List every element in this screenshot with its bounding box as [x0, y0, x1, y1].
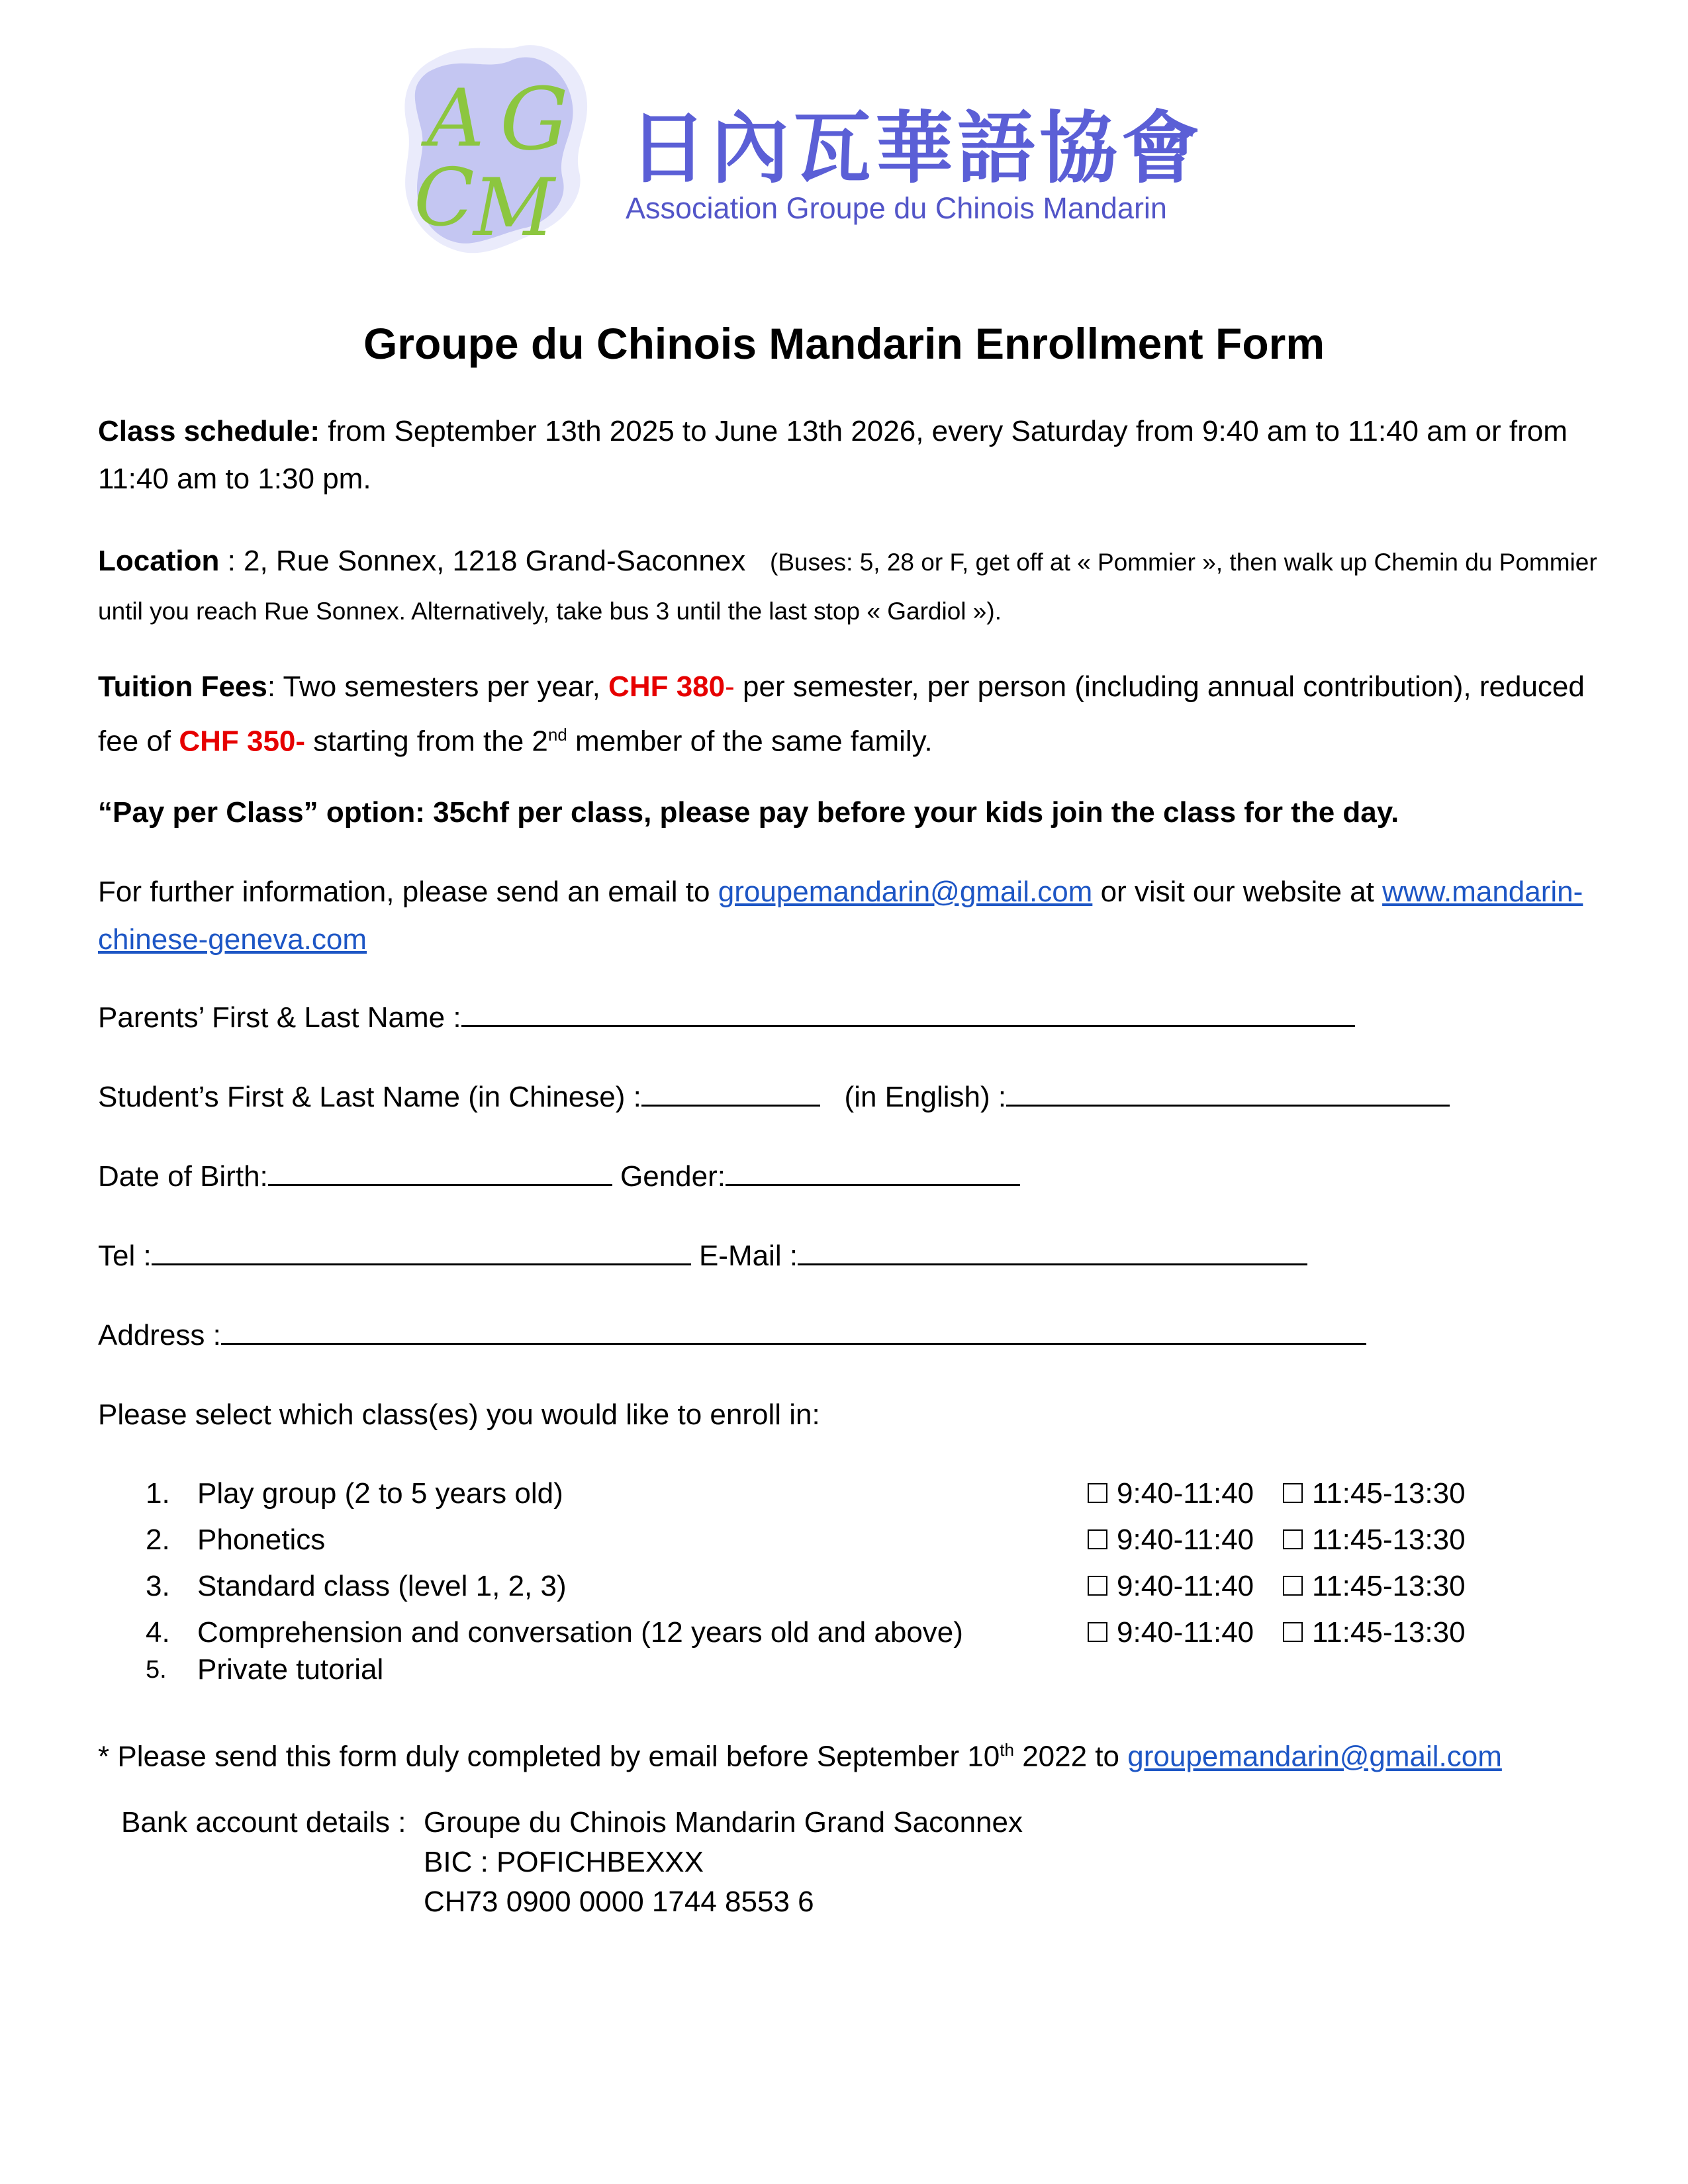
bank-label: Bank account details : — [121, 1806, 406, 1839]
slot-label: 9:40-11:40 — [1117, 1477, 1254, 1510]
info-text-1: For further information, please send an email to — [98, 876, 710, 908]
dob-gender-row — [98, 1153, 1020, 1201]
slot-afternoon-option[interactable] — [1283, 1517, 1466, 1563]
fee-amount-1: CHF 380 — [608, 670, 726, 703]
info-email-link[interactable]: groupemandarin@gmail.com — [718, 876, 1093, 908]
class-number: 5. — [146, 1656, 167, 1684]
class-number: 2. — [146, 1524, 170, 1556]
logo-letter-g: G — [500, 69, 569, 169]
gender-field[interactable] — [726, 1155, 1020, 1186]
tel-label: Tel : — [98, 1240, 152, 1272]
logo-english-name: Association Groupe du Chinois Mandarin — [626, 191, 1167, 225]
parents-name-field[interactable] — [461, 996, 1355, 1027]
classes-prompt: Please select which class(es) you would like to enroll in: — [98, 1398, 820, 1431]
checkbox[interactable] — [1088, 1622, 1107, 1642]
dob-label: Date of Birth: — [98, 1160, 268, 1193]
class-label: Standard class (level 1, 2, 3) — [197, 1570, 567, 1602]
address-field[interactable] — [221, 1314, 1366, 1345]
class-option-row — [98, 1517, 1620, 1563]
slot-morning-option[interactable] — [1088, 1563, 1254, 1610]
fees-label: Tuition Fees — [98, 670, 267, 703]
bank-bic: BIC : POFICHBEXXX — [424, 1846, 704, 1878]
location-label: Location — [98, 545, 220, 577]
slot-afternoon-option[interactable] — [1283, 1471, 1466, 1517]
slot-label: 11:45-13:30 — [1312, 1570, 1466, 1602]
footer-sup: th — [1000, 1740, 1014, 1760]
class-schedule — [98, 408, 1614, 503]
checkbox[interactable] — [1283, 1576, 1303, 1596]
slot-morning-option[interactable] — [1088, 1517, 1254, 1563]
checkbox[interactable] — [1088, 1483, 1107, 1503]
slot-label: 9:40-11:40 — [1117, 1570, 1254, 1602]
parents-name-row — [98, 994, 1355, 1042]
logo-letter-a: A — [427, 73, 485, 165]
class-number: 3. — [146, 1570, 170, 1602]
footer-text-1: * Please send this form duly completed by email before September 10 — [98, 1740, 1000, 1773]
email-field[interactable] — [798, 1234, 1307, 1265]
slot-label: 11:45-13:30 — [1312, 1616, 1466, 1649]
submission-note — [98, 1726, 1502, 1781]
gender-label: Gender: — [620, 1160, 726, 1193]
slot-label: 9:40-11:40 — [1117, 1524, 1254, 1556]
logo-mark — [387, 33, 606, 271]
class-option-row — [98, 1471, 1620, 1517]
parents-name-label: Parents’ First & Last Name : — [98, 1001, 461, 1034]
class-option-row — [98, 1647, 1620, 1693]
student-english-field[interactable] — [1006, 1075, 1450, 1107]
schedule-label: Class schedule: — [98, 415, 320, 447]
slot-morning-option[interactable] — [1088, 1471, 1254, 1517]
class-number: 1. — [146, 1477, 170, 1510]
class-option-row — [98, 1563, 1620, 1610]
logo-letter-m: M — [473, 162, 555, 254]
checkbox[interactable] — [1283, 1622, 1303, 1642]
bank-account-name: Groupe du Chinois Mandarin Grand Saconnex — [424, 1806, 1023, 1839]
further-info — [98, 868, 1614, 964]
student-chinese-field[interactable] — [641, 1075, 820, 1107]
fees-text-3: starting from the 2 — [313, 725, 548, 758]
location-address: : 2, Rue Sonnex, 1218 Grand-Saconnex — [227, 545, 746, 577]
fees-text-1: : Two semesters per year, — [267, 670, 600, 703]
logo-chinese-name: 日內瓦華語協會 — [629, 102, 1204, 194]
fee-amount-2: CHF 350- — [179, 725, 306, 758]
checkbox[interactable] — [1088, 1529, 1107, 1549]
dob-field[interactable] — [268, 1155, 612, 1186]
fees-sup: nd — [547, 725, 567, 745]
footer-email-link[interactable]: groupemandarin@gmail.com — [1127, 1740, 1502, 1773]
class-label: Phonetics — [197, 1524, 326, 1556]
address-row — [98, 1312, 1366, 1359]
class-number: 4. — [146, 1616, 170, 1649]
schedule-text: from September 13th 2025 to June 13th 2026, every Saturday from 9:40 am to 11:40 am or from 11:40 am to 1:30 pm. — [98, 415, 1568, 495]
website-link[interactable]: www.mandarin-chinese-geneva.com — [98, 876, 1583, 956]
student-name-row — [98, 1073, 1450, 1121]
slot-label: 11:45-13:30 — [1312, 1524, 1466, 1556]
page-title: Groupe du Chinois Mandarin Enrollment Form — [363, 319, 1325, 368]
slot-label: 11:45-13:30 — [1312, 1477, 1466, 1510]
fees-text-2: per semester, per person (including annual contribution), reduced fee of — [98, 670, 1585, 758]
student-chinese-label: Student’s First & Last Name (in Chinese) : — [98, 1081, 641, 1113]
checkbox[interactable] — [1088, 1576, 1107, 1596]
tel-email-row — [98, 1232, 1307, 1280]
student-english-label: (in English) : — [844, 1081, 1007, 1113]
footer-text-2: 2022 to — [1022, 1740, 1120, 1773]
tuition-fees — [98, 663, 1614, 766]
tel-field[interactable] — [152, 1234, 691, 1265]
slot-label: 9:40-11:40 — [1117, 1616, 1254, 1649]
fees-text-4: member of the same family. — [575, 725, 933, 758]
checkbox[interactable] — [1283, 1483, 1303, 1503]
class-label: Private tutorial — [197, 1653, 384, 1686]
address-label: Address : — [98, 1319, 221, 1351]
info-text-2: or visit our website at — [1100, 876, 1374, 908]
checkbox[interactable] — [1283, 1529, 1303, 1549]
logo-letter-c: C — [414, 152, 475, 244]
pay-per-class: “Pay per Class” option: 35chf per class, please pay before your kids join the class for the day. — [98, 796, 1399, 829]
fee-dash: - — [725, 670, 735, 703]
location-directions: (Buses: 5, 28 or F, get off at « Pommier », then walk up Chemin du Pommier until you reach Rue Sonnex. Alternatively, take bus 3 until the last stop « Gardiol »). — [98, 549, 1597, 625]
location — [98, 537, 1614, 635]
class-label: Play group (2 to 5 years old) — [197, 1477, 563, 1510]
slot-afternoon-option[interactable] — [1283, 1563, 1466, 1610]
bank-iban: CH73 0900 0000 1744 8553 6 — [424, 1886, 814, 1918]
email-label: E-Mail : — [698, 1240, 798, 1272]
class-label: Comprehension and conversation (12 years old and above) — [197, 1616, 963, 1649]
